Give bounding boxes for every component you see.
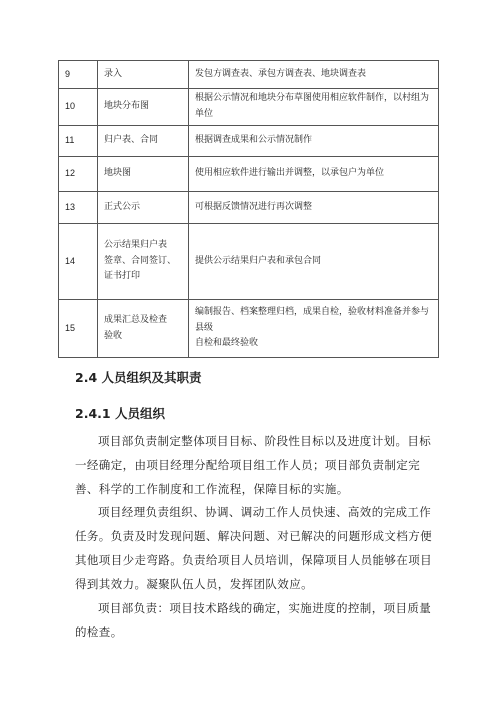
table-row (59, 89, 439, 126)
item-line: 证书打印 (104, 271, 141, 282)
row-item (98, 224, 189, 300)
description-line: 使用相应软件进行输出并调整，以承包户为单位 (195, 168, 385, 179)
row-item (98, 300, 189, 358)
row-description (189, 89, 439, 126)
paragraph: 项目部负责制定整体项目目标、阶段性目标以及进度计划。目标一经确定，由项目经理分配给项目组工作人员；项目部负责制定完善、科学的工作制度和工作流程，保障目标的实施。 (75, 434, 432, 496)
table-row (59, 61, 439, 89)
description-line: 发包方调查表、承包方调查表、地块调查表 (195, 68, 367, 79)
item-line: 成果汇总及检查 (104, 314, 168, 325)
row-item (98, 61, 189, 89)
task-table (58, 60, 439, 358)
table-row (59, 224, 439, 300)
section-heading: 2.4 人员组织及其职责 (75, 370, 202, 385)
row-description (189, 126, 439, 157)
item-line: 签章、合同签订、 (104, 255, 177, 266)
paragraph: 项目经理负责组织、协调、调动工作人员快速、高效的完成工作任务。负责及时发现问题、解决问题、对已解决的问题形成文档方便其他项目少走弯路。负责给项目人员培训，保障项目人员能够在项目得到其效力。凝聚队伍人员，发挥团队效应。 (75, 505, 432, 591)
row-number: 9 (59, 61, 98, 89)
table-row (59, 300, 439, 358)
description-line: 根据公示情况和地块分布草图使用相应软件制作，以村组为单位 (195, 93, 430, 119)
row-item (98, 89, 189, 126)
item-line: 归户表、合同 (104, 135, 159, 146)
table-row (59, 192, 439, 224)
item-line: 地块图 (104, 168, 132, 179)
row-number: 11 (59, 126, 98, 157)
item-line: 地块分布图 (104, 101, 150, 112)
table-row (59, 126, 439, 157)
row-description (189, 157, 439, 192)
row-description (189, 61, 439, 89)
row-description (189, 192, 439, 224)
row-description (189, 224, 439, 300)
paragraph: 项目部负责：项目技术路线的确定，实施进度的控制，项目质量的检查。 (75, 601, 432, 639)
description-line: 可根据反馈情况进行再次调整 (195, 201, 313, 212)
item-line: 正式公示 (104, 201, 141, 212)
subsection-heading: 2.4.1 人员组织 (75, 406, 165, 421)
row-number: 10 (59, 89, 98, 126)
description-line: 编制报告、档案整理归档，成果自检，验收材料准备并参与县级 (195, 306, 430, 333)
row-item (98, 192, 189, 224)
item-line: 录入 (104, 68, 123, 79)
row-number: 13 (59, 192, 98, 224)
table-row (59, 157, 439, 192)
row-number: 15 (59, 300, 98, 358)
item-line: 公示结果归户表 (104, 239, 168, 250)
description-line: 自检和最终验收 (195, 338, 259, 349)
item-line: 验收 (104, 330, 123, 341)
row-number: 14 (59, 224, 98, 300)
row-description (189, 300, 439, 358)
description-line: 提供公示结果归户表和承包合同 (195, 255, 322, 266)
row-item (98, 126, 189, 157)
row-item (98, 157, 189, 192)
description-line: 根据调查成果和公示情况制作 (195, 135, 313, 146)
row-number: 12 (59, 157, 98, 192)
